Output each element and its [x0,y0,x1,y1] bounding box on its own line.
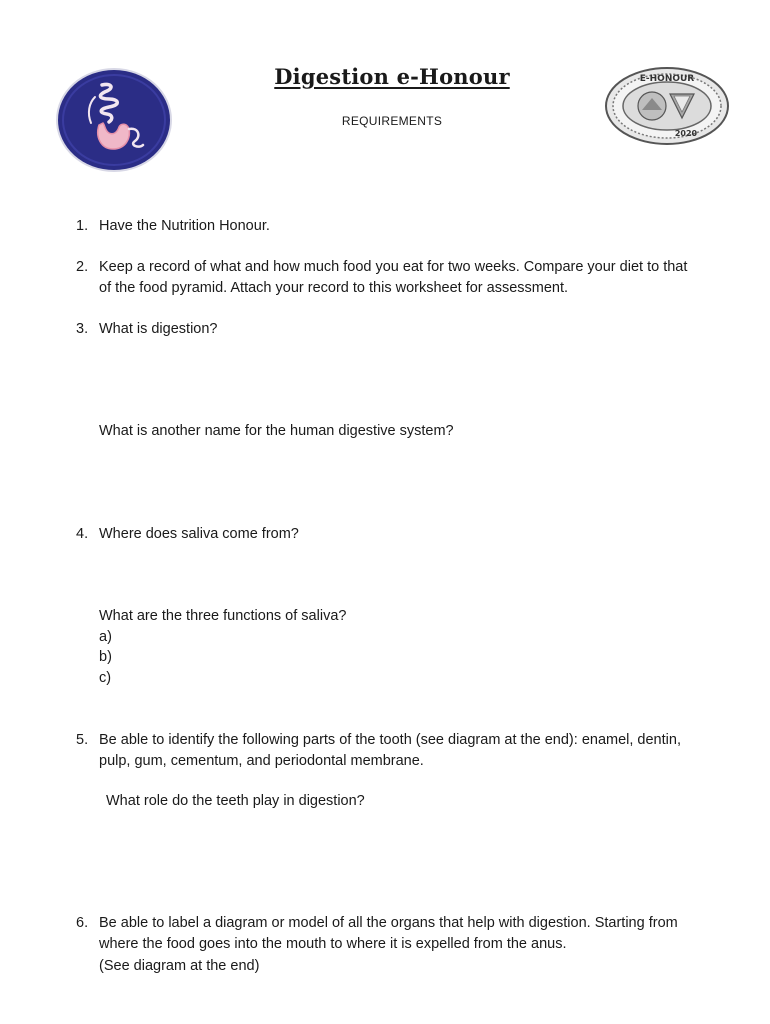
item-text: (See diagram at the end) [99,958,260,974]
item-text: where the food goes into the mouth to where it is expelled from the anus. [99,936,567,952]
item-text: Be able to identify the following parts of the tooth (see diagram at the end): enamel, dentin, [99,732,681,748]
item-text: Where does saliva come from? [99,526,299,542]
item-number: 4. [76,526,89,542]
item-text: Be able to label a diagram or model of all the organs that help with digestion. Starting from [99,915,678,931]
item-number: 2. [76,259,89,275]
item-text: Have the Nutrition Honour. [99,218,270,234]
item-text: What is digestion? [99,321,218,337]
item-text: What role do the teeth play in digestion? [106,793,365,809]
page-title: Digestion e-Honour [274,64,510,89]
badge-top-text: E-HONOUR [639,74,695,84]
item-text: pulp, gum, cementum, and periodontal membrane. [99,753,424,769]
badge-year-text: 2020 [674,129,698,138]
item-number: 5. [76,732,89,748]
item-text: Keep a record of what and how much food you eat for two weeks. Compare your diet to that [99,259,688,275]
item-text: What are the three functions of saliva? [99,608,347,624]
item-number: 3. [76,321,89,337]
option-label: a) [99,629,112,645]
item-text: What is another name for the human digestive system? [99,423,454,439]
page-subtitle: REQUIREMENTS [341,114,443,128]
e-honour-2020-emblem-icon [604,66,730,146]
item-number: 1. [76,218,89,234]
item-number: 6. [76,915,89,931]
item-text: of the food pyramid. Attach your record to this worksheet for assessment. [99,280,569,296]
option-label: b) [99,649,112,665]
option-label: c) [99,670,112,686]
